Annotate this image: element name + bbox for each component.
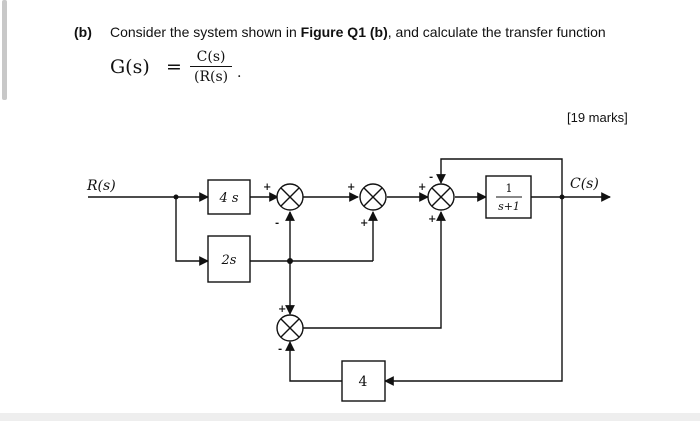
question-text-after: , and calculate the transfer function	[387, 24, 606, 40]
wire-gain4-sum4	[290, 342, 342, 381]
sign-s1-left: +	[263, 182, 272, 193]
formula-denominator: (R(s)	[194, 69, 229, 85]
sign-s2-bottom: +	[360, 218, 369, 229]
wire-branch-2s	[176, 197, 208, 261]
summing-junction-3	[428, 184, 454, 210]
block-gain4-label: 4	[358, 374, 368, 390]
sign-s1-bottom: -	[275, 218, 280, 229]
figure-reference: Figure Q1 (b)	[300, 24, 388, 40]
formula-equals: =	[166, 56, 182, 78]
junction-dot-input	[174, 195, 179, 200]
summing-junction-4	[277, 315, 303, 341]
sign-s3-left: +	[418, 182, 427, 193]
forward-denominator: s+1	[498, 200, 520, 213]
summing-junction-1	[277, 184, 303, 210]
question-part-label: (b)	[74, 24, 92, 40]
sign-s4-bottom: -	[278, 344, 283, 355]
question-text-before: Consider the system shown in	[110, 24, 301, 40]
output-label: C(s)	[570, 176, 599, 192]
formula-lhs: G(s)	[110, 56, 150, 78]
sign-s3-top: -	[429, 172, 434, 183]
formula-period: .	[237, 65, 242, 81]
input-label: R(s)	[87, 178, 116, 194]
marks-label: [19 marks]	[567, 110, 628, 125]
sign-s3-bottom: +	[428, 214, 437, 225]
wire-sum4-sum3	[303, 212, 441, 328]
sign-s2-left: +	[347, 182, 356, 193]
formula-numerator: C(s)	[190, 48, 232, 67]
junction-dot-output	[560, 195, 565, 200]
block-2s-label: 2s	[221, 253, 237, 268]
block-4s-label: 4 s	[219, 191, 239, 206]
sign-s4-top: +	[278, 304, 287, 315]
wire-output-gain4	[385, 197, 562, 381]
junction-dot-2s	[287, 258, 293, 264]
forward-numerator: 1	[505, 182, 513, 195]
summing-junction-2	[360, 184, 386, 210]
